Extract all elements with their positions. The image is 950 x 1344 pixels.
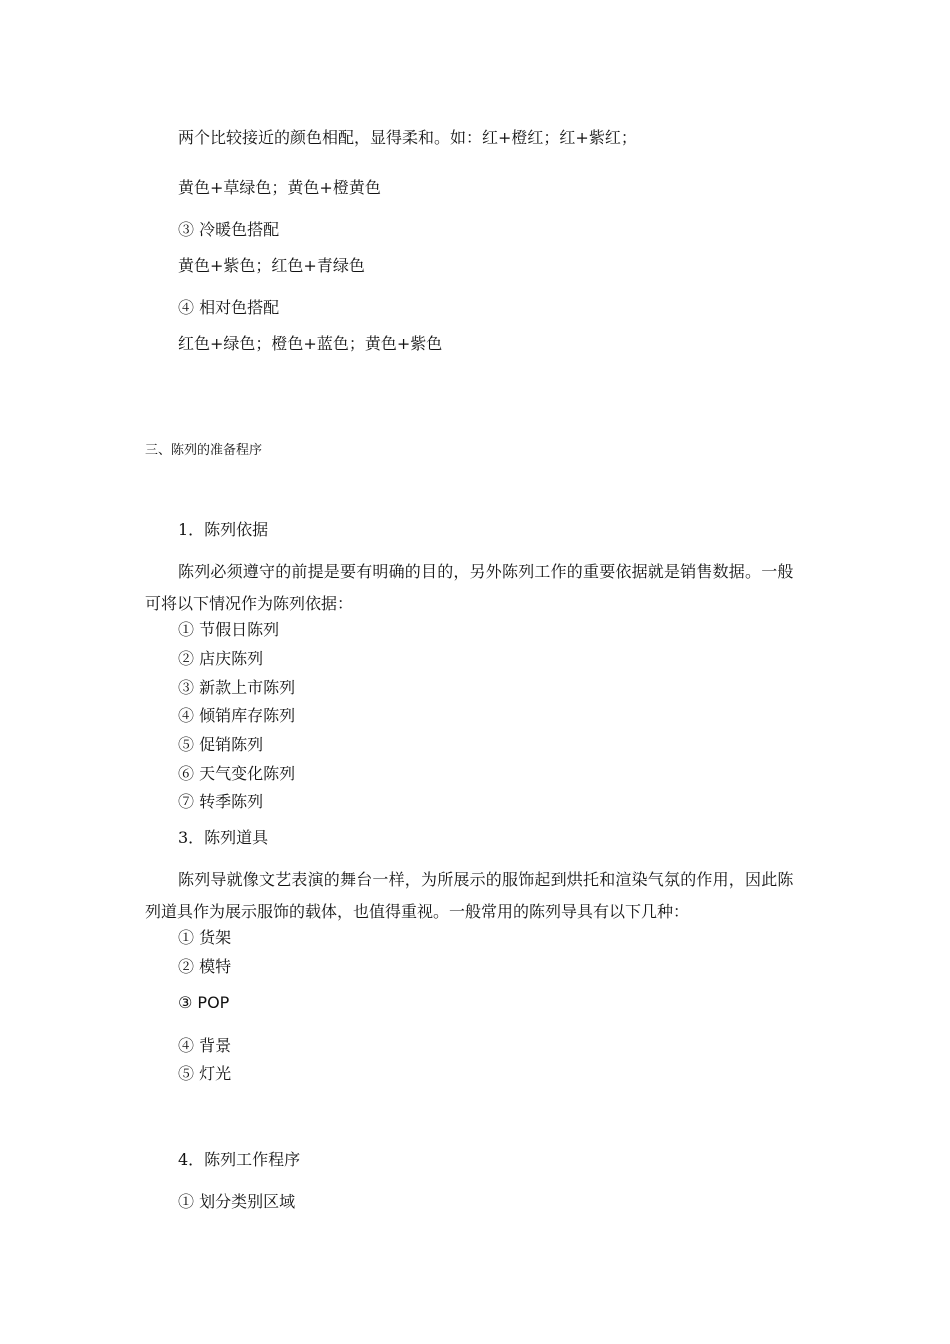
section-heading: 三、陈列的准备程序 [145,443,263,458]
subheading-workflow: 4．陈列工作程序 [178,1150,301,1169]
paragraph-props-1: 陈列导就像文艺表演的舞台一样，为所展示的服饰起到烘托和渲染气氛的作用，因此陈 [178,870,794,889]
list-item: ⑤ 灯光 [178,1064,232,1083]
list-item: ① 节假日陈列 [178,620,280,639]
list-item: ② 店庆陈列 [178,649,264,668]
list-item-cold-warm: ③ 冷暖色搭配 [178,220,280,239]
list-item: ③ POP [178,993,230,1012]
paragraph-props-2: 列道具作为展示服饰的载体，也值得重视。一般常用的陈列导具有以下几种： [145,902,690,921]
subheading-props: 3．陈列道具 [178,828,269,847]
subheading-basis: 1．陈列依据 [178,520,269,539]
list-item: ④ 倾销库存陈列 [178,706,296,725]
paragraph-basis-1: 陈列必须遵守的前提是要有明确的目的，另外陈列工作的重要依据就是销售数据。一般 [178,562,794,581]
paragraph-similar-colors-cont: 黄色+草绿色；黄色+橙黄色 [178,178,381,197]
list-item: ① 划分类别区域 [178,1192,296,1211]
list-item: ⑤ 促销陈列 [178,735,264,754]
list-item: ② 模特 [178,957,232,976]
list-item: ④ 背景 [178,1036,232,1055]
paragraph-basis-2: 可将以下情况作为陈列依据： [145,594,354,613]
paragraph-cold-warm-examples: 黄色+紫色；红色+青绿色 [178,256,365,275]
paragraph-similar-colors: 两个比较接近的颜色相配，显得柔和。如：红+橙红；红+紫红； [178,128,637,147]
list-item: ⑦ 转季陈列 [178,792,264,811]
list-item: ① 货架 [178,928,232,947]
list-item-contrast: ④ 相对色搭配 [178,298,280,317]
list-item: ③ 新款上市陈列 [178,678,296,697]
list-item: ⑥ 天气变化陈列 [178,764,296,783]
paragraph-contrast-examples: 红色+绿色；橙色+蓝色；黄色+紫色 [178,334,443,353]
